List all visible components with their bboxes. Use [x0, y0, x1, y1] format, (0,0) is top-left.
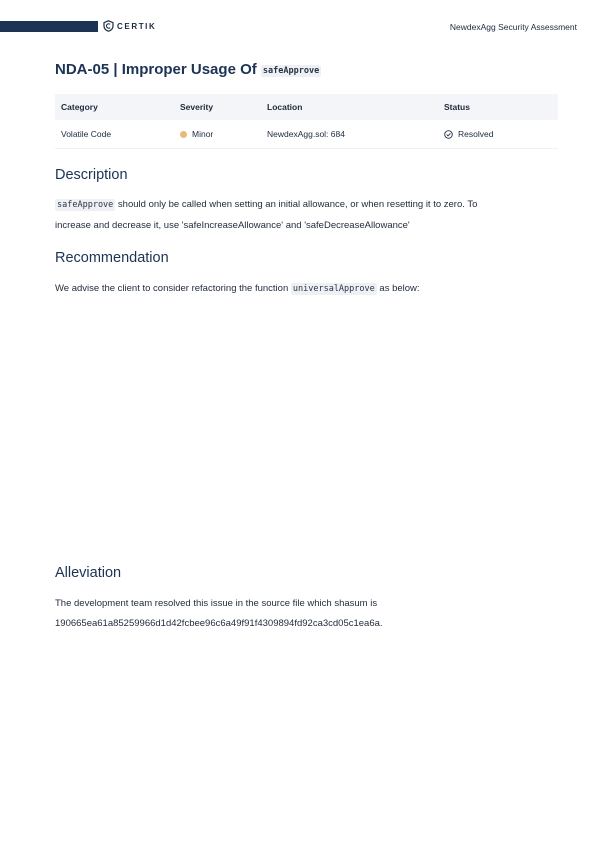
alleviation-heading: Alleviation — [55, 565, 122, 581]
severity-dot-icon — [180, 131, 187, 138]
header-severity: Severity — [180, 102, 214, 112]
certik-logo — [103, 20, 156, 32]
recommendation-text: We advise the client to consider refactoring the function universalApprove as below: — [55, 283, 420, 294]
severity-cell — [180, 120, 213, 148]
header-accent-bar — [0, 21, 98, 32]
logo-text: CERTIK — [117, 21, 157, 31]
description-heading: Description — [55, 167, 128, 183]
alleviation-text: The development team resolved this issue in the source file which shasum is 190665ea61a85259966d1d42fcbee96c6a49f91f4309894fd92ca3cd05c1ea6a. — [55, 598, 383, 629]
header-category: Category — [61, 102, 98, 112]
finding-summary-table — [55, 94, 558, 149]
status-cell — [444, 120, 493, 148]
recommendation-heading: Recommendation — [55, 250, 169, 266]
shasum-value: 190665ea61a85259966d1d42fcbee96c6a49f91f4309894fd92ca3cd05c1ea6a. — [55, 617, 383, 629]
description-text: safeApprove should only be called when setting an initial allowance, or when resetting it to zero. To increase and decrease it, use 'safeIncreaseAllowance' and 'safeDecreaseAllowance' — [55, 199, 478, 231]
header-status: Status — [444, 102, 470, 112]
certik-shield-icon — [103, 20, 114, 32]
header-location: Location — [267, 102, 303, 112]
location-value: NewdexAgg.sol: 684 — [267, 129, 345, 139]
finding-title — [55, 61, 321, 78]
category-value: Volatile Code — [61, 129, 112, 139]
table-header-row — [55, 94, 558, 120]
finding-title-text: NDA-05 | Improper Usage Of — [55, 61, 257, 78]
description-code: safeApprove — [57, 200, 114, 210]
document-title: NewdexAgg Security Assessment — [449, 22, 577, 32]
finding-title-code: safeApprove — [262, 66, 320, 76]
check-circle-icon — [444, 130, 453, 139]
recommendation-code: universalApprove — [292, 284, 375, 294]
status-value: Resolved — [458, 129, 494, 139]
severity-value: Minor — [192, 129, 214, 139]
table-row — [55, 120, 558, 149]
